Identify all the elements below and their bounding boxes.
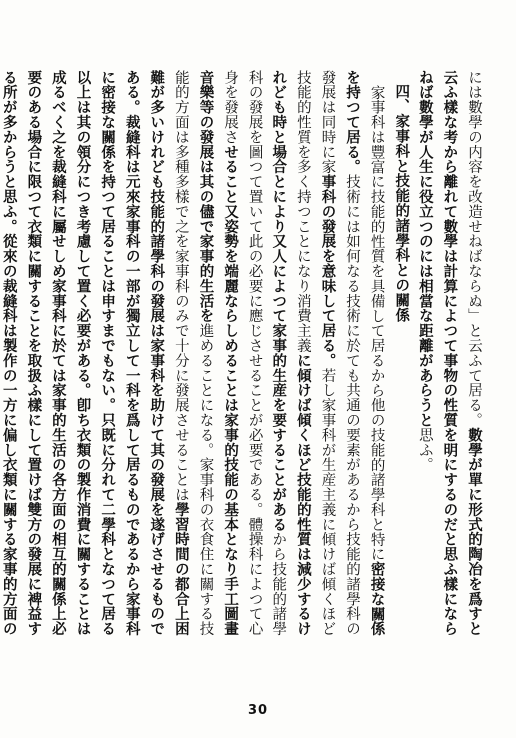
sentence-1p: 卽ち衣類の bbox=[74, 397, 92, 473]
sentence-1q: 製作消費に關することは成るべく之を裁縫科に屬せしめ家事科に於ては家事的生活の各方面の相互的關係上必要 bbox=[25, 70, 92, 637]
sentence-1l: 學習時間の都合上困難が多いけれども技能的諸學科の發展は家事科を助けて其の發展を遂げさせるものである。 bbox=[123, 70, 190, 637]
sentence-1i: せること又姿勢を端麗ならしめることは家事的技能の基本となり手工圖畫音樂等の發展は其の儘で家事的生活を bbox=[197, 70, 240, 637]
opening-paragraph bbox=[412, 70, 486, 650]
opening-sentence-4: 思ふ。 bbox=[416, 427, 433, 473]
vertical-text-block bbox=[0, 70, 486, 650]
opening-sentence-2: 數學が單に形式的陶冶を爲すと云ふ樣な考から離れて數學 bbox=[441, 70, 483, 637]
sentence-1f: に傾けば傾くほど技能的性質は減少するけれども時と場合とにより又人によつて家事的生産を要することがある bbox=[270, 70, 312, 637]
section-paragraph bbox=[0, 70, 389, 650]
sentence-1a: 家事科は豐富に技能的性質を具備して居るから他の技能的諸學科と特に bbox=[368, 84, 385, 562]
sentence-1b: 密接な關係を持つて居る。 bbox=[344, 70, 386, 636]
section-heading: 四、家事科と技能的諸學科との關係 bbox=[393, 84, 410, 323]
sentence-1g: から技能的諸學科の發展を圖つて置いて此の必要に應じさせることが必要である。 bbox=[246, 70, 287, 637]
sentence-1e: 若し家事科が生産主義に傾けば傾くほど技能的性質を多く持つことになり消費主義 bbox=[294, 70, 336, 637]
sentence-1r: のある場合に限つて衣類に關することを取扱ふ樣にして置けば雙方の發展に裨益する所が多からうと思ふ。 bbox=[0, 70, 43, 637]
opening-sentence-3: は計算によつて事物の性質を明にするのだと思ふ樣にならねば數學が人生に役立つのには相當な距離があらうと bbox=[416, 70, 459, 637]
sentence-1t: の裁縫科は製作の一方に偏し衣類に關する家事的方面の bbox=[0, 263, 18, 637]
sentence-1k: 家事科の衣食住に關する技能的方面は多種多樣で之を家事科のみで十分に發展させることは bbox=[172, 70, 214, 637]
sentence-1h: 體操科によつて心身を發展さ bbox=[222, 70, 263, 637]
sentence-1n: 申すまでもない。 bbox=[99, 293, 117, 413]
sentence-1j: 進めることになる。 bbox=[197, 323, 214, 458]
opening-sentence-1: には數學の内容を改造せねばならぬ」と云ふて居る。 bbox=[466, 70, 482, 428]
sentence-1c: 技術には如何なる技術に於ても共通の要素があるから技能的諸學科の發展は同時に家 bbox=[319, 70, 361, 637]
sentence-1d: 事科の發展を意味して居る。 bbox=[319, 174, 337, 369]
sentence-1o: 只既に分れて二學科となつて居る以上は其の領分につき考慮して置く必要がある。 bbox=[74, 70, 117, 637]
sentence-1s: 從來 bbox=[0, 233, 18, 264]
page-number: 30 bbox=[247, 703, 269, 718]
sentence-1m: 裁縫科は元來家事科の一部が獨立して一科を爲して居るものであるから家事科に密接な關係を持つて居ることは bbox=[99, 70, 141, 637]
